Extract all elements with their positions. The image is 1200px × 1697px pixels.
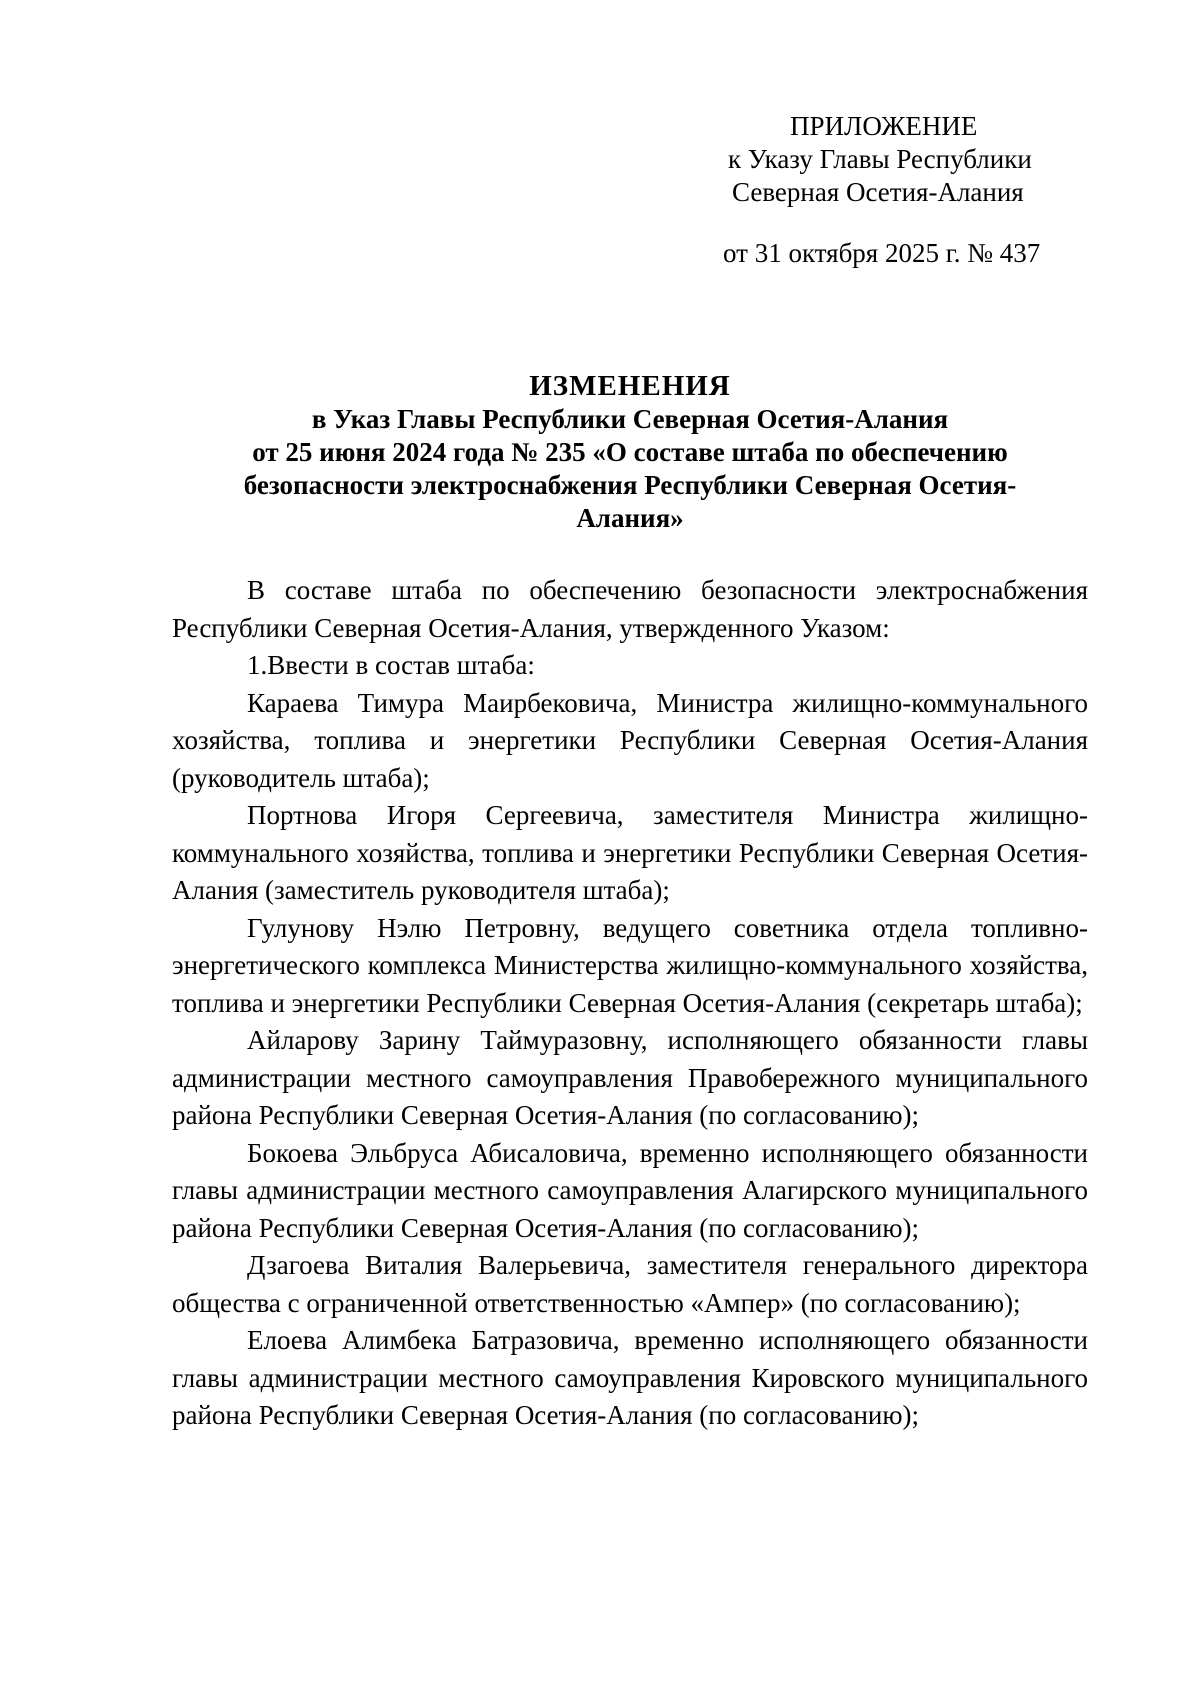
appendix-date-number: от 31 октября 2025 г. № 437: [723, 238, 1041, 268]
body-paragraph: Дзагоева Виталия Валерьевича, заместителя генерального директора общества с ограниченной ответственностью «Ампер» (по согласованию);: [172, 1250, 1088, 1318]
title-line-3: безопасности электроснабжения Республики Северная Осетия-: [243, 470, 1017, 500]
body-paragraph: 1.Ввести в состав штаба:: [247, 650, 535, 680]
title-line-2: от 25 июня 2024 года № 235 «О составе штаба по обеспечению: [252, 437, 1008, 467]
body-paragraph: Бокоева Эльбруса Абисаловича, временно исполняющего обязанности главы администрации местного самоуправления Алагирского муниципального района Республики Северная Осетия-Алания (по согласованию);: [172, 1137, 1088, 1243]
title-line-4: Алания»: [576, 503, 684, 533]
body-paragraph: Айларову Зарину Таймуразовну, исполняющего обязанности главы администрации местного самоуправления Правобережного муниципального района Республики Северная Осетия-Алания (по согласованию);: [172, 1025, 1088, 1130]
body-paragraph: Елоева Алимбека Батразовича, временно исполняющего обязанности главы администрации местного самоуправления Кировского муниципального района Республики Северная Осетия-Алания (по согласованию);: [172, 1325, 1088, 1430]
body-paragraph: Караева Тимура Маирбековича, Министра жилищно-коммунального хозяйства, топлива и энергетики Республики Северная Осетия-Алания (руководитель штаба);: [172, 687, 1088, 793]
document-title: [170, 370, 1090, 535]
body-paragraph: В составе штаба по обеспечению безопасности электроснабжения Республики Северная Осетия-Алания, утвержденного Указом:: [172, 575, 1088, 643]
document-body: [172, 572, 1088, 1435]
appendix-header: [700, 110, 1080, 270]
title-line-1: в Указ Главы Республики Северная Осетия-Алания: [311, 404, 949, 434]
body-paragraph: Портнова Игоря Сергеевича, заместителя Министра жилищно-коммунального хозяйства, топлива и энергетики Республики Северная Осетия-Алания (заместитель руководителя штаба);: [172, 800, 1088, 905]
title-main: ИЗМЕНЕНИЯ: [529, 370, 731, 402]
body-paragraph: Гулунову Нэлю Петровну, ведущего советника отдела топливно-энергетического комплекса Министерства жилищно-коммунального хозяйства, топлива и энергетики Республики Северная Осетия-Алания (секретарь штаба);: [172, 912, 1088, 1018]
appendix-region: Северная Осетия-Алания: [732, 177, 1024, 207]
appendix-label: ПРИЛОЖЕНИЕ: [790, 111, 978, 141]
appendix-decree-ref: к Указу Главы Республики: [728, 144, 1032, 174]
